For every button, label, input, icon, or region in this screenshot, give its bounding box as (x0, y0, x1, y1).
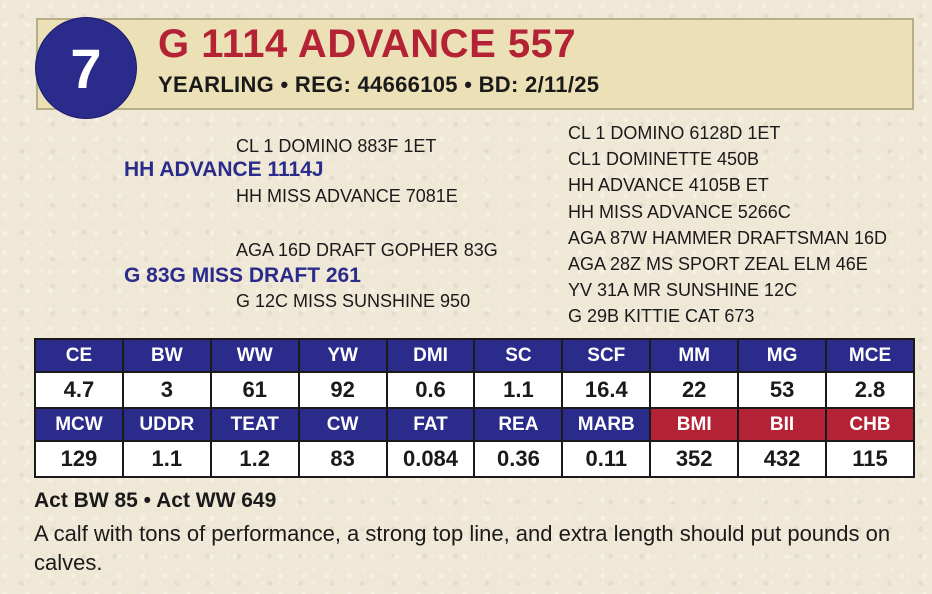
epd-value-bw: 3 (123, 372, 211, 408)
animal-name: G 1114 ADVANCE 557 (158, 22, 577, 66)
epd-value-mg: 53 (738, 372, 826, 408)
epd-label-mce: MCE (826, 339, 914, 372)
epd-value-marb: 0.11 (562, 441, 650, 477)
sire-dam: HH MISS ADVANCE 7081E (236, 186, 458, 206)
epd-label-ww: WW (211, 339, 299, 372)
epd-label-bw: BW (123, 339, 211, 372)
epd-label-mm: MM (650, 339, 738, 372)
grandparent: YV 31A MR SUNSHINE 12C (568, 280, 798, 301)
epd-value-yw: 92 (299, 372, 387, 408)
epd-value-fat: 0.084 (387, 441, 475, 477)
dam: G 83G MISS DRAFT 261 (124, 264, 361, 287)
epd-header-row (35, 339, 914, 372)
epd-label-scf: SCF (562, 339, 650, 372)
epd-value-cw: 83 (299, 441, 387, 477)
epd-label-teat: TEAT (211, 408, 299, 441)
epd-value-mcw: 129 (35, 441, 123, 477)
epd-value-mm: 22 (650, 372, 738, 408)
epd-value-row (35, 372, 914, 408)
grandparents-column (568, 120, 887, 330)
epd-label-rea: REA (474, 408, 562, 441)
grandparent: G 29B KITTIE CAT 673 (568, 306, 755, 327)
grandparent: CL 1 DOMINO 6128D 1ET (568, 123, 781, 143)
epd-value-bmi: 352 (650, 441, 738, 477)
epd-table (34, 338, 915, 478)
epd-label-chb: CHB (826, 408, 914, 441)
epd-header-row (35, 408, 914, 441)
epd-value-chb: 115 (826, 441, 914, 477)
epd-label-mg: MG (738, 339, 826, 372)
epd-label-uddr: UDDR (123, 408, 211, 441)
grandparent: HH MISS ADVANCE 5266C (568, 201, 791, 222)
sire: HH ADVANCE 1114J (124, 158, 324, 181)
epd-label-bmi: BMI (650, 408, 738, 441)
epd-value-teat: 1.2 (211, 441, 299, 477)
grandparent: AGA 28Z MS SPORT ZEAL ELM 46E (568, 254, 868, 275)
epd-label-yw: YW (299, 339, 387, 372)
epd-label-bii: BII (738, 408, 826, 441)
dam-sire: AGA 16D DRAFT GOPHER 83G (236, 240, 498, 260)
epd-value-ww: 61 (211, 372, 299, 408)
epd-value-dmi: 0.6 (387, 372, 475, 408)
lot-number: 7 (70, 36, 102, 100)
epd-value-scf: 16.4 (562, 372, 650, 408)
epd-value-uddr: 1.1 (123, 441, 211, 477)
grandparent: CL1 DOMINETTE 450B (568, 149, 760, 170)
epd-label-mcw: MCW (35, 408, 123, 441)
epd-value-bii: 432 (738, 441, 826, 477)
grandparent: HH ADVANCE 4105B ET (568, 175, 769, 196)
actual-weights: Act BW 85 • Act WW 649 (34, 489, 277, 512)
epd-value-sc: 1.1 (474, 372, 562, 408)
animal-info: YEARLING • REG: 44666105 • BD: 2/11/25 (158, 72, 600, 97)
epd-label-sc: SC (474, 339, 562, 372)
epd-label-ce: CE (35, 339, 123, 372)
epd-value-rea: 0.36 (474, 441, 562, 477)
epd-value-ce: 4.7 (35, 372, 123, 408)
epd-value-row (35, 441, 914, 477)
epd-label-dmi: DMI (387, 339, 475, 372)
grandparent: AGA 87W HAMMER DRAFTSMAN 16D (568, 227, 888, 248)
epd-label-cw: CW (299, 408, 387, 441)
epd-label-marb: MARB (562, 408, 650, 441)
epd-value-mce: 2.8 (826, 372, 914, 408)
lot-description: A calf with tons of performance, a strong top line, and extra length should put pounds on calves. (34, 521, 891, 575)
sire-sire: CL 1 DOMINO 883F 1ET (236, 136, 437, 156)
lot-number-badge (36, 18, 136, 118)
epd-label-fat: FAT (387, 408, 475, 441)
dam-dam: G 12C MISS SUNSHINE 950 (236, 291, 471, 311)
